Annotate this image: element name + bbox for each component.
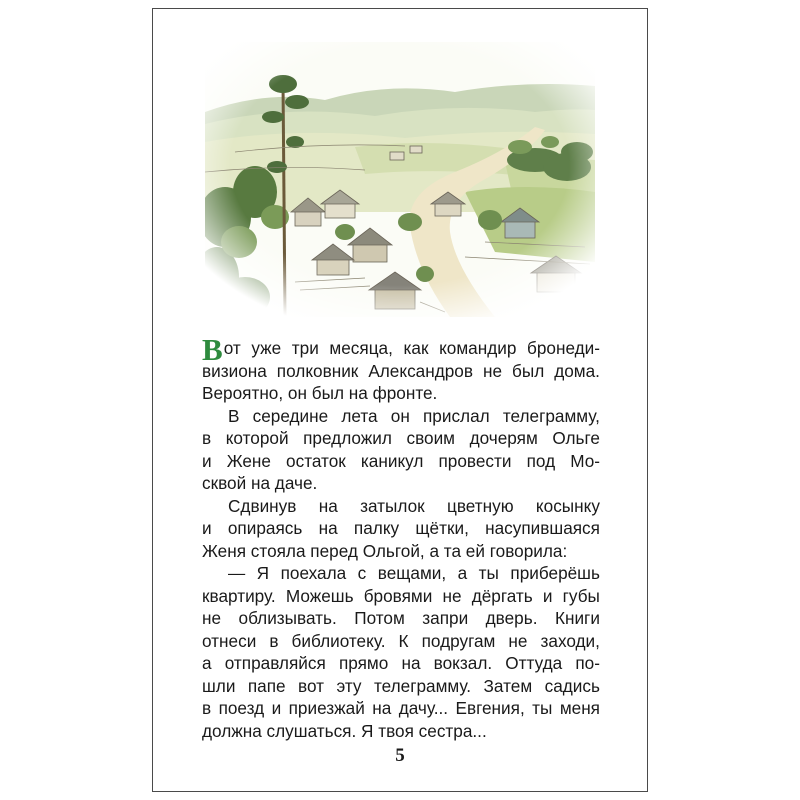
word: на [318,495,338,516]
line-text: Женя стояла перед Ольгой, а та ей говорила: [202,540,568,561]
word: середине [252,405,329,426]
text-line [202,382,600,405]
word: не [442,585,462,606]
line-text [228,562,600,585]
word: заходи, [540,630,600,651]
story-text [202,332,600,742]
word: и [271,698,282,718]
word: бронеди- [526,338,600,358]
word: поезд [218,698,265,718]
word: каникул [360,450,424,471]
word: поехала [280,563,347,583]
word: а [457,563,468,583]
text-line [202,630,600,653]
word: в [202,698,212,718]
word: Евгения, [455,698,525,718]
word: щётки, [415,518,469,538]
word: Сдвинув [228,495,297,516]
word: и [542,585,553,606]
text-line [202,427,600,450]
word: бровями [363,585,433,606]
line-text: сквой на даче. [202,473,318,493]
text-line [202,720,600,743]
word: прямо [338,653,389,673]
word: в [269,630,279,651]
word: телеграмму. [373,675,472,696]
line-text [202,607,600,630]
word: эту [336,675,362,696]
word: под [526,450,556,471]
word: приберёшь [510,563,600,583]
word: был [512,360,545,381]
page-number: 5 [395,745,405,766]
word: на [318,518,338,538]
word: Оттуда [505,653,563,673]
word: на [372,698,392,718]
word: визиона [202,360,267,381]
word: вот [298,675,325,696]
village-landscape-illustration [205,42,595,317]
word: не [202,608,222,628]
word: уже [251,338,282,358]
line-text [202,675,600,698]
word: цветную [446,495,514,516]
word: провести [438,450,512,471]
text-line [202,607,600,630]
word: отправляйся [224,653,326,673]
word: облизывать. [238,608,337,628]
text-line [202,697,600,720]
word: не [508,630,528,651]
word: на [401,653,421,673]
word: подругам [421,630,496,651]
word: квартиру. [202,585,276,606]
line-text [202,450,600,473]
word: косынку [535,495,600,516]
word: опираясь [227,518,303,538]
word: Затем [483,675,533,696]
word: приезжай [288,698,365,718]
word: от [223,338,241,358]
text-line [202,517,600,540]
word: вещами, [377,563,447,583]
word: садись [544,675,600,696]
word: дверь. [485,608,538,628]
word: Книги [554,608,600,628]
word: библиотеку. [291,630,386,651]
word: Я [256,563,270,583]
word: ты [478,563,499,583]
word: дёргать [471,585,533,606]
line-text: должна слушаться. Я твоя сестра... [202,720,487,741]
word: затылок [360,495,425,516]
word: вокзал. [433,653,493,673]
word: дома. [554,360,600,381]
word: остаток [286,450,346,471]
text-line [202,585,600,608]
word: шли [202,675,236,696]
word: запри [422,608,469,628]
text-line [202,405,600,428]
word: Жене [226,450,271,471]
word: дочерям [469,428,538,448]
line-text [228,405,600,428]
line-text [202,630,600,653]
word: Ольге [552,428,600,448]
text-line [202,652,600,675]
word: и [202,450,212,471]
word: полковник [276,360,359,381]
text-line [202,495,600,518]
word: предложил [303,428,392,448]
word: отнеси [202,630,257,651]
word: в [202,428,212,448]
word: меня [559,698,600,718]
word: месяца, [329,338,393,358]
line-text [202,585,600,608]
text-line [202,450,600,473]
line-text [202,360,600,383]
line-text [228,495,600,518]
word: как [403,338,429,358]
text-line [202,540,600,563]
line-text [202,697,600,720]
word: Потом [354,608,405,628]
word: которой [225,428,289,448]
word: телеграмму, [502,405,600,426]
word: Александров [368,360,473,381]
line-text [202,652,600,675]
text-line [202,332,600,367]
drop-cap: В [202,332,223,367]
word: К [398,630,409,651]
word: три [291,338,319,358]
text-line [202,472,600,495]
word: и [202,518,212,538]
word: В [228,405,240,426]
line-text: Вероятно, он был на фронте. [202,383,438,403]
word: с [357,563,367,583]
word: не [482,360,503,381]
word: губы [562,585,600,606]
word: насупившаяся [485,518,600,538]
line-text [202,517,600,540]
word: командир [439,338,517,358]
word: по- [575,653,600,673]
word: своим [406,428,455,448]
word: папе [247,675,286,696]
word: а [202,653,212,673]
word: лета [341,405,378,426]
word: Мо- [570,450,600,471]
text-line [202,675,600,698]
word: он [390,405,410,426]
word: Можешь [285,585,354,606]
text-line [202,562,600,585]
word: палку [353,518,400,538]
word: — [228,563,246,583]
word: ты [532,698,553,718]
text-line [202,360,600,383]
line-text [224,337,600,360]
word: дачу... [398,698,449,718]
word: прислал [423,405,490,426]
line-text [202,427,600,450]
